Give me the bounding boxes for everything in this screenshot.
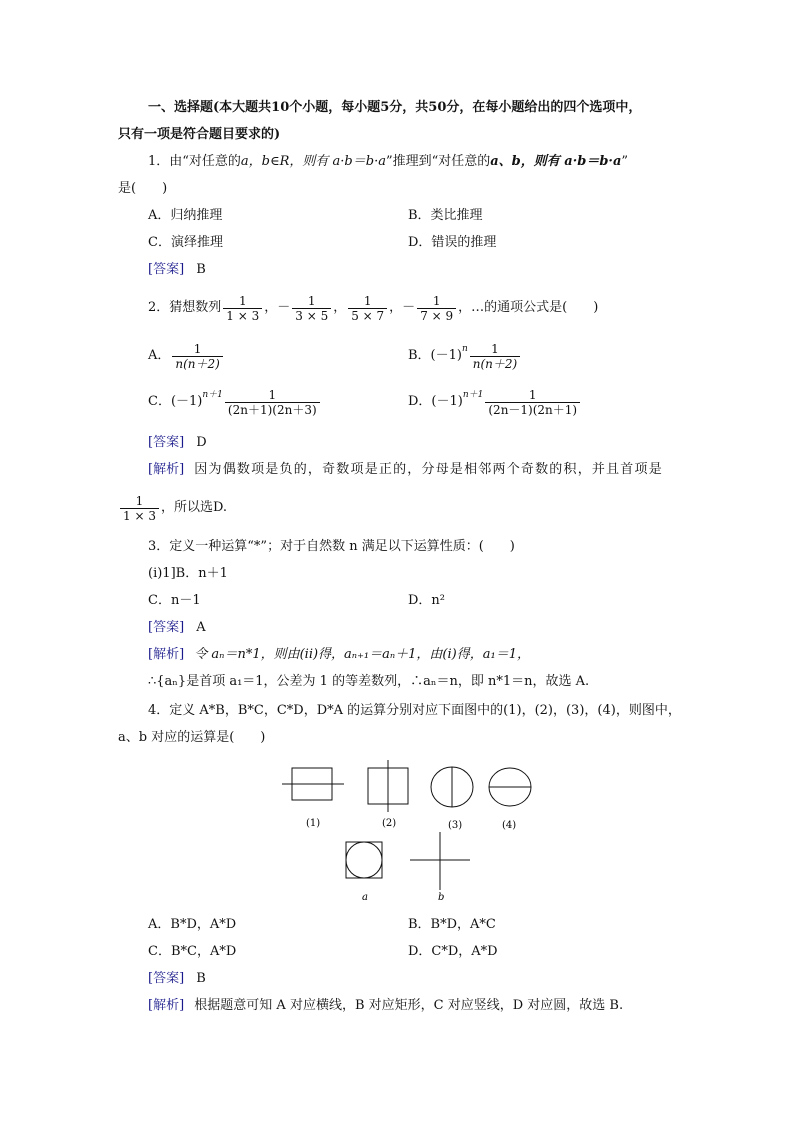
q3-stem: 3．定义一种运算“*”；对于自然数 n 满足以下运算性质：( ) — [148, 539, 515, 554]
figure-label-b: b — [438, 892, 445, 903]
q2-analysis-line2: $\frac{1}{1 \times 3}$ ，所以选D. — [118, 490, 227, 526]
figure-label-2: (2) — [382, 818, 397, 829]
answer-tag: [答案] — [148, 620, 185, 635]
analysis-tag: [解析] — [148, 462, 185, 477]
figure-3 — [431, 767, 473, 807]
q2-term-2: $\frac{1}{3 \times 5}$ — [292, 294, 331, 323]
figure-2 — [368, 760, 408, 812]
figure-a — [346, 842, 382, 878]
q3-answer — [148, 619, 206, 637]
figure-label-4: (4) — [502, 820, 517, 831]
q2-option-d: D．(－1) $^{n+1}$ $\frac{1}{(2n-1)(2n+1)}$ — [408, 384, 582, 420]
figure-label-3: (3) — [448, 820, 463, 831]
figure-1 — [282, 768, 344, 800]
q4-stem-line2: a、b 对应的运算是( ) — [118, 730, 266, 745]
section-heading-line1: 一、选择题(本大题共10个小题，每小题5分，共50分，在每小题给出的四个选项中， — [148, 100, 642, 115]
q1-option-a: A．归纳推理 — [148, 208, 223, 223]
q1-stem-line2: 是( ) — [118, 181, 168, 196]
answer-value: A — [196, 620, 206, 635]
q2-analysis: [解析] 因为偶数项是负的，奇数项是正的，分母是相邻两个奇数的积，并且首项是 — [148, 462, 663, 477]
analysis-tag: [解析] — [148, 647, 185, 662]
q3-analysis: [解析] 令 aₙ＝n*1，则由(ii)得，aₙ₊₁＝aₙ＋1，由(i)得，a₁＝1， — [148, 647, 530, 662]
q4-answer — [148, 970, 206, 988]
q4-option-c: C．B*C，A*D — [148, 944, 237, 959]
q2-term-3: $\frac{1}{5 \times 7}$ — [348, 294, 387, 323]
section-heading-line2: 只有一项是符合题目要求的) — [118, 127, 281, 142]
q1-answer — [148, 261, 206, 279]
q2-term-4: $\frac{1}{7 \times 9}$ — [417, 294, 456, 323]
q3-option-c: C．n－1 — [148, 593, 201, 608]
answer-tag: [答案] — [148, 262, 185, 277]
figure-label-1: (1) — [306, 818, 321, 829]
q1-option-d: D．错误的推理 — [408, 235, 497, 250]
figure-label-a: a — [362, 892, 368, 903]
q4-option-a: A．B*D，A*D — [148, 917, 237, 932]
answer-value: B — [196, 262, 206, 277]
q3-line2: (i)1]B．n＋1 — [148, 566, 228, 581]
q1-stem: 1．由“对任意的a，b∈R，则有 a·b＝b·a”推理到“对任意的a、b，则有 a·b＝b·a” — [148, 154, 629, 169]
answer-tag: [答案] — [148, 971, 185, 986]
q4-option-b: B．B*D，A*C — [408, 917, 496, 932]
q4-analysis: [解析] 根据题意可知 A 对应横线，B 对应矩形，C 对应竖线，D 对应圆，故选 B. — [148, 998, 624, 1013]
answer-tag: [答案] — [148, 435, 185, 450]
q4-option-d: D．C*D，A*D — [408, 944, 498, 959]
q1-option-c: C．演绎推理 — [148, 235, 223, 250]
answer-value: B — [196, 971, 206, 986]
q2-option-a: A． $\frac{1}{n(n+2)}$ — [148, 338, 225, 374]
q3-option-d: D．n² — [408, 593, 446, 608]
q2-option-c: C．(－1) $^{n+1}$ $\frac{1}{(2n+1)(2n+3)}$ — [148, 384, 322, 420]
figure-4 — [489, 768, 531, 806]
q4-stem: 4．定义 A*B，B*C，C*D，D*A 的运算分别对应下面图中的(1)，(2)，(3)，(4)，则图中， — [148, 703, 681, 718]
q2-option-b: B．(－1) $^n$ $\frac{1}{n(n+2)}$ — [408, 338, 522, 374]
q2-term-1: $\frac{1}{1 \times 3}$ — [223, 294, 262, 323]
q3-analysis-line2: ∴{aₙ}是首项 a₁＝1，公差为 1 的等差数列，∴aₙ＝n，即 n*1＝n，故选 A. — [148, 674, 590, 689]
q4-figure — [280, 760, 540, 910]
q2-answer — [148, 434, 207, 452]
answer-value: D — [196, 435, 207, 450]
analysis-tag: [解析] — [148, 998, 185, 1013]
q1-option-b: B．类比推理 — [408, 208, 483, 223]
q2-stem: 2．猜想数列 $\frac{1}{1 \times 3}$ ，－ $\frac{1}{3 \times 5}$ ， $\frac{1}{5 \times 7}$ ，－ $\frac{1}{7 \times 9}$ ，…的通项公式是( ) — [148, 293, 599, 323]
figure-b — [410, 832, 470, 890]
